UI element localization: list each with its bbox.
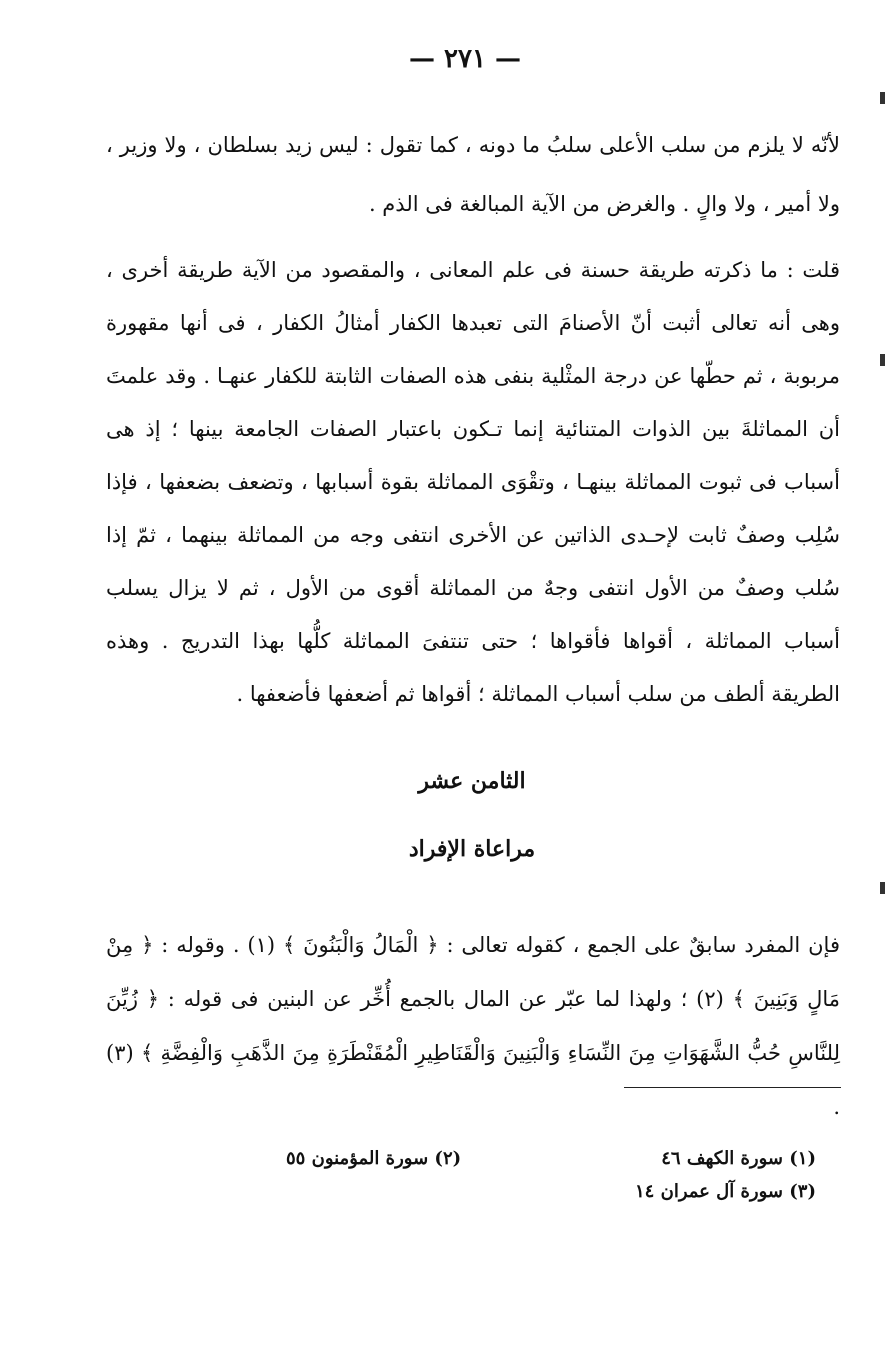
section-number-heading: الثامن عشر (418, 768, 526, 794)
footnote-2: (٢) سورة المؤمنون ٥٥ (286, 1148, 462, 1169)
paragraph-2: قلت : ما ذكرته طريقة حسنة فى علم المعانى ، والمقصود من الآية طريقة أخرى ، وهى أنه تعالى أثبت أنّ الأصنامَ التى تعبدها الكفار أمثالُ الكفار ، فى أنها مقهورة مربوبة ، ثم حطّها عن درجة المثْلية بنفى هذه الصفات الثابتة للكفار عنهـا . وقد علمتَ أن المماثلةَ بين الذوات المتنائية إنما تـكون باعتبار الصفات الجامعة بينها ؛ إذ هى أسباب فى ثبوت المماثلة بينهـا ، وتقْوَى المماثلة بقوة أسبابها ، وتضعف بضعفها ، فإذا سُلِب وصفٌ ثابت لإحـدى الذاتين عن الأخرى انتفى وجه من المماثلة بينهما ، ثمّ إذا سُلب وصفٌ من الأول انتفى وجهٌ من المماثلة أقوى من الأول ، ثم لا يزال يسلب أسباب المماثلة ، أقواها فأقواها ؛ حتى تنتفىَ المماثلة كلُّها بهذا التدريج . وهذه الطريقة ألطف من سلب أسباب المماثلة ؛ أقواها ثم أضعفها فأضعفها . (106, 258, 840, 706)
paragraph-3: فإن المفرد سابقٌ على الجمع ، كقوله تعالى : ﴿ الْمَالُ وَالْبَنُونَ ﴾ (١) . وقوله : ﴿ مِنْ مَالٍ وَبَنِينَ ﴾ (٢) ؛ ولهذا لما عبّر عن المال بالجمع أُخِّر عن البنين فى قوله : ﴿ زُيِّنَ لِلنَّاسِ حُبُّ الشَّهَوَاتِ مِنَ النِّسَاءِ وَالْبَنِينَ وَالْقَنَاطِيرِ الْمُقَنْطَرَةِ مِنَ الذَّهَبِ وَالْفِضَّةِ ﴾ (٣) . (106, 933, 840, 1119)
scan-edge-mark (880, 92, 885, 104)
footnote-1: (١) سورة الكهف ٤٦ (661, 1148, 816, 1169)
footnotes (286, 1148, 816, 1214)
section-title-heading: مراعاة الإفراد (408, 836, 536, 862)
footnote-divider (624, 1087, 841, 1088)
scan-edge-mark (880, 354, 885, 366)
footnote-row (286, 1148, 816, 1181)
scan-edge-mark (880, 882, 885, 894)
footnote-3: (٣) سورة آل عمران ١٤ (634, 1181, 816, 1202)
paragraph-1: لأنّه لا يلزم من سلب الأعلى سلبُ ما دونه ، كما تقول : ليس زيد بسلطان ، ولا وزير ، ولا أمير ، ولا والٍ . والغرض من الآية المبالغة فى الذم . (106, 133, 840, 216)
page-number: — ٢٧١ — (408, 44, 522, 74)
footnote-row (286, 1181, 816, 1214)
